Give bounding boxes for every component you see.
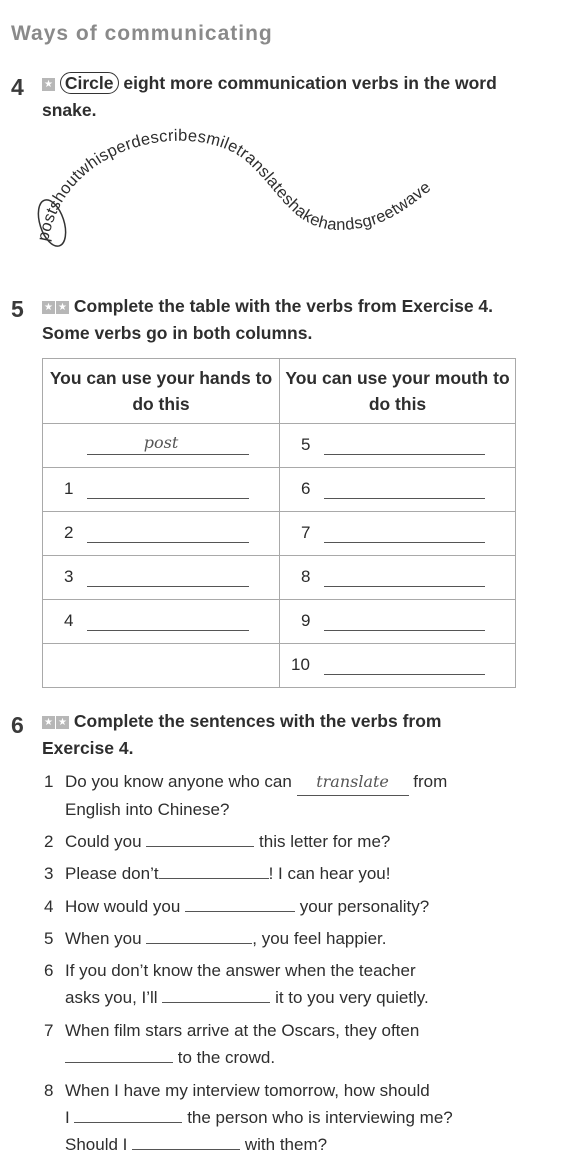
exercise-4-instruction bbox=[42, 70, 512, 124]
table-cell[interactable] bbox=[43, 600, 280, 644]
star-icon: ★ bbox=[42, 301, 55, 314]
word-snake bbox=[20, 120, 520, 260]
word-snake-text: postshoutwhisperdescribesmiletranslateshakehandsgreetwave bbox=[34, 126, 435, 243]
item-number: 5 bbox=[301, 435, 311, 454]
answer-blank[interactable] bbox=[162, 988, 270, 1003]
item-number: 6 bbox=[301, 479, 311, 498]
exercise-5-instruction bbox=[42, 293, 512, 347]
table-header-mouth: You can use your mouth to do this bbox=[280, 359, 516, 424]
table-cell[interactable] bbox=[280, 468, 516, 512]
table-cell[interactable] bbox=[280, 424, 516, 468]
exercise-4-instruction-text: eight more communication verbs in the word snake. bbox=[42, 73, 497, 120]
table-cell[interactable] bbox=[280, 644, 516, 688]
sentence-6: 6 If you don’t know the answer when the teacher asks you, I’ll it to you very quietly. bbox=[44, 957, 514, 1011]
answer-blank[interactable] bbox=[146, 929, 252, 944]
exercise-6-instruction-line2: Exercise 4. bbox=[42, 738, 134, 758]
item-number: 2 bbox=[64, 523, 74, 542]
circle-keyword: Circle bbox=[60, 72, 119, 94]
item-number: 4 bbox=[64, 611, 74, 630]
table-cell[interactable] bbox=[280, 600, 516, 644]
item-number: 10 bbox=[291, 655, 310, 674]
exercise-6-number: 6 bbox=[11, 712, 24, 738]
table-cell[interactable] bbox=[43, 424, 280, 468]
example-answer: post bbox=[143, 433, 179, 452]
answer-blank[interactable] bbox=[185, 897, 295, 912]
sentence-number: 5 bbox=[44, 929, 54, 948]
difficulty-stars bbox=[42, 716, 69, 729]
star-icon: ★ bbox=[56, 301, 69, 314]
item-number: 1 bbox=[64, 479, 74, 498]
svg-text:postshoutwhisperdescribesmilet bbox=[34, 127, 434, 243]
answer-blank[interactable] bbox=[159, 864, 269, 879]
difficulty-stars bbox=[42, 301, 69, 314]
item-number: 3 bbox=[64, 567, 74, 586]
exercise-4-number: 4 bbox=[11, 74, 24, 100]
answer-blank[interactable] bbox=[74, 1108, 182, 1123]
example-answer: translate bbox=[297, 768, 409, 796]
exercise-6-instruction-line1: Complete the sentences with the verbs from bbox=[73, 711, 442, 731]
table-cell[interactable] bbox=[280, 512, 516, 556]
star-icon: ★ bbox=[56, 716, 69, 729]
table-cell[interactable] bbox=[43, 512, 280, 556]
star-icon: ★ bbox=[42, 716, 55, 729]
sentence-number: 6 bbox=[44, 961, 54, 980]
table-cell[interactable] bbox=[280, 556, 516, 600]
table-header-hands: You can use your hands to do this bbox=[43, 359, 280, 424]
sentence-number: 7 bbox=[44, 1021, 54, 1040]
sentence-5: 5 When you , you feel happier. bbox=[44, 925, 514, 952]
sentence-number: 8 bbox=[44, 1081, 54, 1100]
star-icon: ★ bbox=[42, 78, 55, 91]
table-cell[interactable] bbox=[43, 556, 280, 600]
sentence-number: 1 bbox=[44, 772, 54, 791]
difficulty-stars bbox=[42, 78, 55, 91]
sentence-number: 4 bbox=[44, 897, 54, 916]
verbs-table bbox=[42, 358, 516, 688]
answer-blank[interactable] bbox=[132, 1135, 240, 1150]
sentence-7: 7 When film stars arrive at the Oscars, they often to the crowd. bbox=[44, 1017, 514, 1071]
answer-blank[interactable] bbox=[146, 832, 254, 847]
sentence-number: 2 bbox=[44, 832, 54, 851]
item-number: 8 bbox=[301, 567, 311, 586]
sentence-2: 2 Could you this letter for me? bbox=[44, 828, 514, 855]
section-title: Ways of communicating bbox=[11, 22, 273, 45]
sentence-4: 4 How would you your personality? bbox=[44, 893, 514, 920]
item-number: 7 bbox=[301, 523, 311, 542]
sentence-number: 3 bbox=[44, 864, 54, 883]
exercise-5-instruction-text: Complete the table with the verbs from Exercise 4. Some verbs go in both columns. bbox=[42, 296, 494, 343]
item-number: 9 bbox=[301, 611, 311, 630]
exercise-5-number: 5 bbox=[11, 296, 24, 322]
table-cell[interactable] bbox=[43, 468, 280, 512]
sentence-8: 8 When I have my interview tomorrow, how should I the person who is interviewing me? Should I with them? bbox=[44, 1077, 514, 1158]
table-cell-empty bbox=[43, 644, 280, 688]
sentence-1: 1 Do you know anyone who can translate from English into Chinese? bbox=[44, 768, 514, 823]
answer-blank[interactable] bbox=[65, 1048, 173, 1063]
exercise-6-instruction bbox=[42, 708, 512, 762]
sentence-3: 3 Please don’t ! I can hear you! bbox=[44, 860, 514, 887]
